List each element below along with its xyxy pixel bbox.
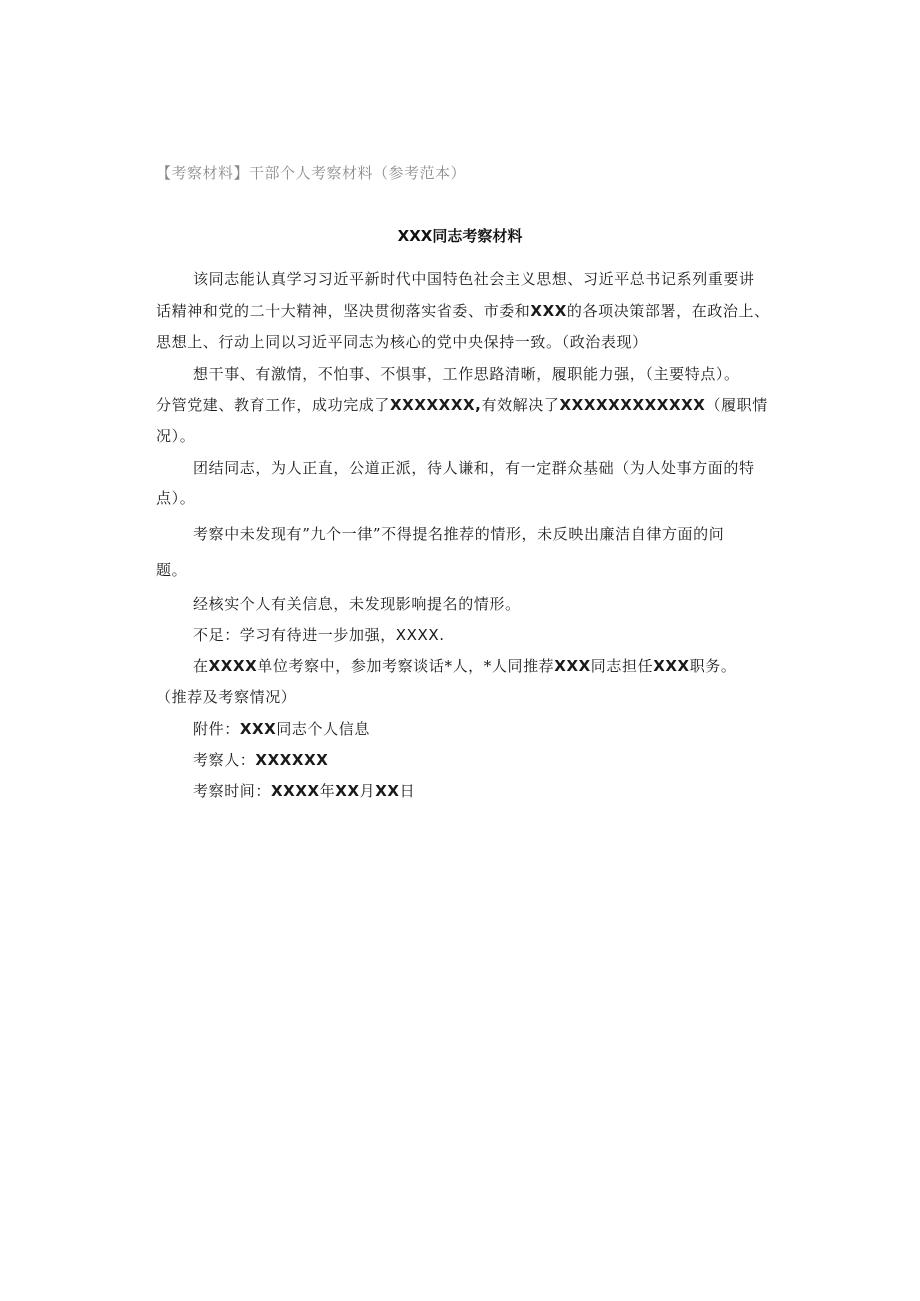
placeholder-xxxx: XXXX (208, 657, 258, 675)
date-label: 考察时间： (193, 782, 272, 800)
placeholder-xxx-post: XXX (653, 657, 690, 675)
para-conduct-text-2b: 。 (179, 489, 196, 507)
document-title: XXX同志考察材料 (397, 227, 523, 245)
para-traits-text-1a: 想干事、有激情，不怕事、不惧事，工作思路清晰，履职能力强，（主要特 (193, 365, 701, 383)
para-political-text-2a: 话精神和党的二十大精神，坚决贯彻落实省委、市委和 (156, 302, 531, 320)
recommendation-note: （推荐及考察情况） (156, 688, 297, 706)
para-political-text-3a: 思想上、行动上同以习近平同志为核心的党中央保持一致。 (156, 333, 562, 351)
para-duty-text-2c: 有效解决了 (481, 396, 560, 414)
para-recommendation-text-1g: 职务。 (689, 657, 737, 675)
para-integrity-line-1 (193, 523, 724, 544)
inspector-value: XXXXXX (255, 751, 329, 769)
date-month: XX (335, 782, 360, 800)
date-day: XX (375, 782, 400, 800)
inspector-line (193, 749, 328, 770)
conduct-note-end: 点） (156, 489, 180, 507)
para-conduct-line-2 (156, 487, 195, 508)
attachment-label: 附件： (193, 720, 240, 738)
para-duty-text-2a: 分管党建、教育工作，成功完成了 (156, 396, 391, 414)
para-traits-line-1 (193, 363, 740, 384)
placeholder-xxxxxxxxxxxx: XXXXXXXXXXXX (559, 396, 706, 414)
date-year-unit: 年 (319, 782, 336, 800)
attachment-value: XXX (239, 720, 277, 738)
para-integrity-text-1: 考察中未发现有”九个一律”不得提名推荐的情形，未反映出廉洁自律方面的问 (193, 525, 725, 543)
para-recommendation-text-1a: 在 (193, 657, 209, 675)
para-shortcomings-line (193, 624, 445, 645)
para-verification-text: 经核实个人有关信息，未发现影响提名的情形。 (193, 595, 521, 613)
para-conduct-text-1a: 团结同志，为人正直，公道正派，待人谦和，有一定群众基础 (193, 459, 615, 477)
para-conduct-line-1 (193, 457, 755, 478)
placeholder-xxx: XXX (530, 302, 567, 320)
para-duty-line-2 (156, 394, 768, 415)
para-political-line-1 (193, 268, 755, 289)
para-recommendation-line-1 (193, 655, 737, 676)
para-political-line-2 (156, 300, 770, 321)
placeholder-xxxxxxx: XXXXXXX, (390, 396, 482, 414)
placeholder-xxx-name: XXX (554, 657, 591, 675)
document-header: 【考察材料】干部个人考察材料（参考范本） (156, 164, 467, 182)
para-shortcomings-text: 不足：学习有待进一步加强，XXXX. (193, 626, 445, 644)
para-duty-line-3 (156, 425, 195, 446)
para-recommendation-text-1c: 单位考察中，参加考察谈话*人，*人同推荐 (257, 657, 555, 675)
date-month-unit: 月 (359, 782, 376, 800)
duty-note: （履职情 (705, 396, 768, 414)
attachment-suffix: 同志个人信息 (276, 720, 370, 738)
para-integrity-text-2: 题。 (156, 561, 188, 579)
para-verification-line (193, 593, 521, 614)
date-year: XXXX (271, 782, 320, 800)
para-traits-text-1b: 点）。 (700, 365, 740, 383)
para-recommendation-line-2 (156, 686, 296, 707)
attachment-line (193, 718, 370, 739)
para-duty-text-3: 况）。 (156, 427, 196, 445)
date-line (193, 780, 415, 801)
para-political-text-2c: 的各项决策部署，在政治上、 (566, 302, 770, 320)
political-note: （政治表现） (561, 333, 648, 351)
para-political-line-3 (156, 331, 648, 352)
conduct-note: （为人处事方面的特 (614, 459, 755, 477)
date-day-unit: 日 (399, 782, 416, 800)
para-recommendation-text-1e: 同志担任 (590, 657, 654, 675)
para-political-text-1: 该同志能认真学习习近平新时代中国特色社会主义思想、习近平总书记系列重要讲 (193, 270, 755, 288)
para-integrity-line-2 (156, 559, 187, 580)
inspector-label: 考察人： (193, 751, 256, 769)
